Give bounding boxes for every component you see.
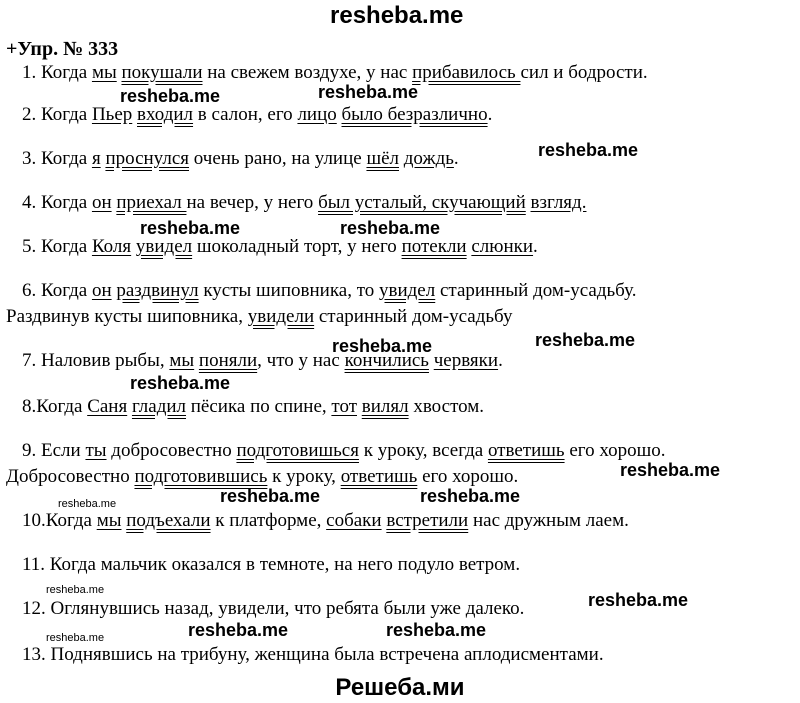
header-watermark: resheba.me	[330, 2, 464, 29]
watermark: resheba.me	[535, 330, 636, 350]
sentence-9-rewrite: Добросовестно подготовившись к уроку, ответишь его хорошо.	[6, 466, 519, 487]
watermark: resheba.me	[340, 218, 441, 238]
watermark-small: resheba.me	[46, 584, 105, 596]
sentence-12: 12. Оглянувшись назад, увидели, что ребята были уже далеко.	[22, 598, 525, 619]
sentence-11: 11. Когда мальчик оказался в темноте, на него подуло ветром.	[22, 554, 521, 575]
sentence-2: 2. Когда Пьер входил в салон, его лицо было безразлично.	[22, 104, 493, 125]
watermark: resheba.me	[386, 620, 487, 640]
watermark: resheba.me	[538, 140, 639, 160]
sentence-13: 13. Поднявшись на трибуну, женщина была встречена аплодисментами.	[22, 644, 604, 665]
watermark: resheba.me	[188, 620, 289, 640]
watermark: resheba.me	[588, 590, 689, 610]
sentence-6-rewrite: Раздвинув кусты шиповника, увидели старинный дом-усадьбу	[6, 306, 513, 327]
sentence-10: 10.Когда мы подъехали к платформе, собаки встретили нас дружным лаем.	[22, 510, 629, 531]
watermark: resheba.me	[420, 486, 521, 506]
sentence-8: 8.Когда Саня гладил пёсика по спине, тот вилял хвостом.	[22, 396, 485, 417]
footer-brand: Решеба.ми	[335, 674, 465, 701]
watermark: resheba.me	[130, 373, 231, 393]
sentence-5: 5. Когда Коля увидел шоколадный торт, у него потекли слюнки.	[22, 236, 538, 257]
watermark: resheba.me	[220, 486, 321, 506]
watermark: resheba.me	[120, 86, 221, 106]
sentence-6: 6. Когда он раздвинул кусты шиповника, то увидел старинный дом-усадьбу.	[22, 280, 637, 301]
watermark: resheba.me	[140, 218, 241, 238]
watermark-small: resheba.me	[46, 632, 105, 644]
watermark: resheba.me	[318, 82, 419, 102]
exercise-title: +Упр. № 333	[6, 38, 119, 60]
sentence-1: 1. Когда мы покушали на свежем воздухе, у нас прибавилось сил и бодрости.	[22, 62, 648, 83]
sentence-4: 4. Когда он приехал на вечер, у него был усталый, скучающий взгляд.	[22, 192, 587, 213]
watermark: resheba.me	[332, 336, 433, 356]
sentence-9: 9. Если ты добросовестно подготовишься к уроку, всегда ответишь его хорошо.	[22, 440, 666, 461]
sentence-3: 3. Когда я проснулся очень рано, на улице шёл дождь.	[22, 148, 459, 169]
watermark: resheba.me	[620, 460, 721, 480]
sentence-7: 7. Наловив рыбы, мы поняли, что у нас кончились червяки.	[22, 350, 503, 371]
watermark-small: resheba.me	[58, 498, 117, 510]
